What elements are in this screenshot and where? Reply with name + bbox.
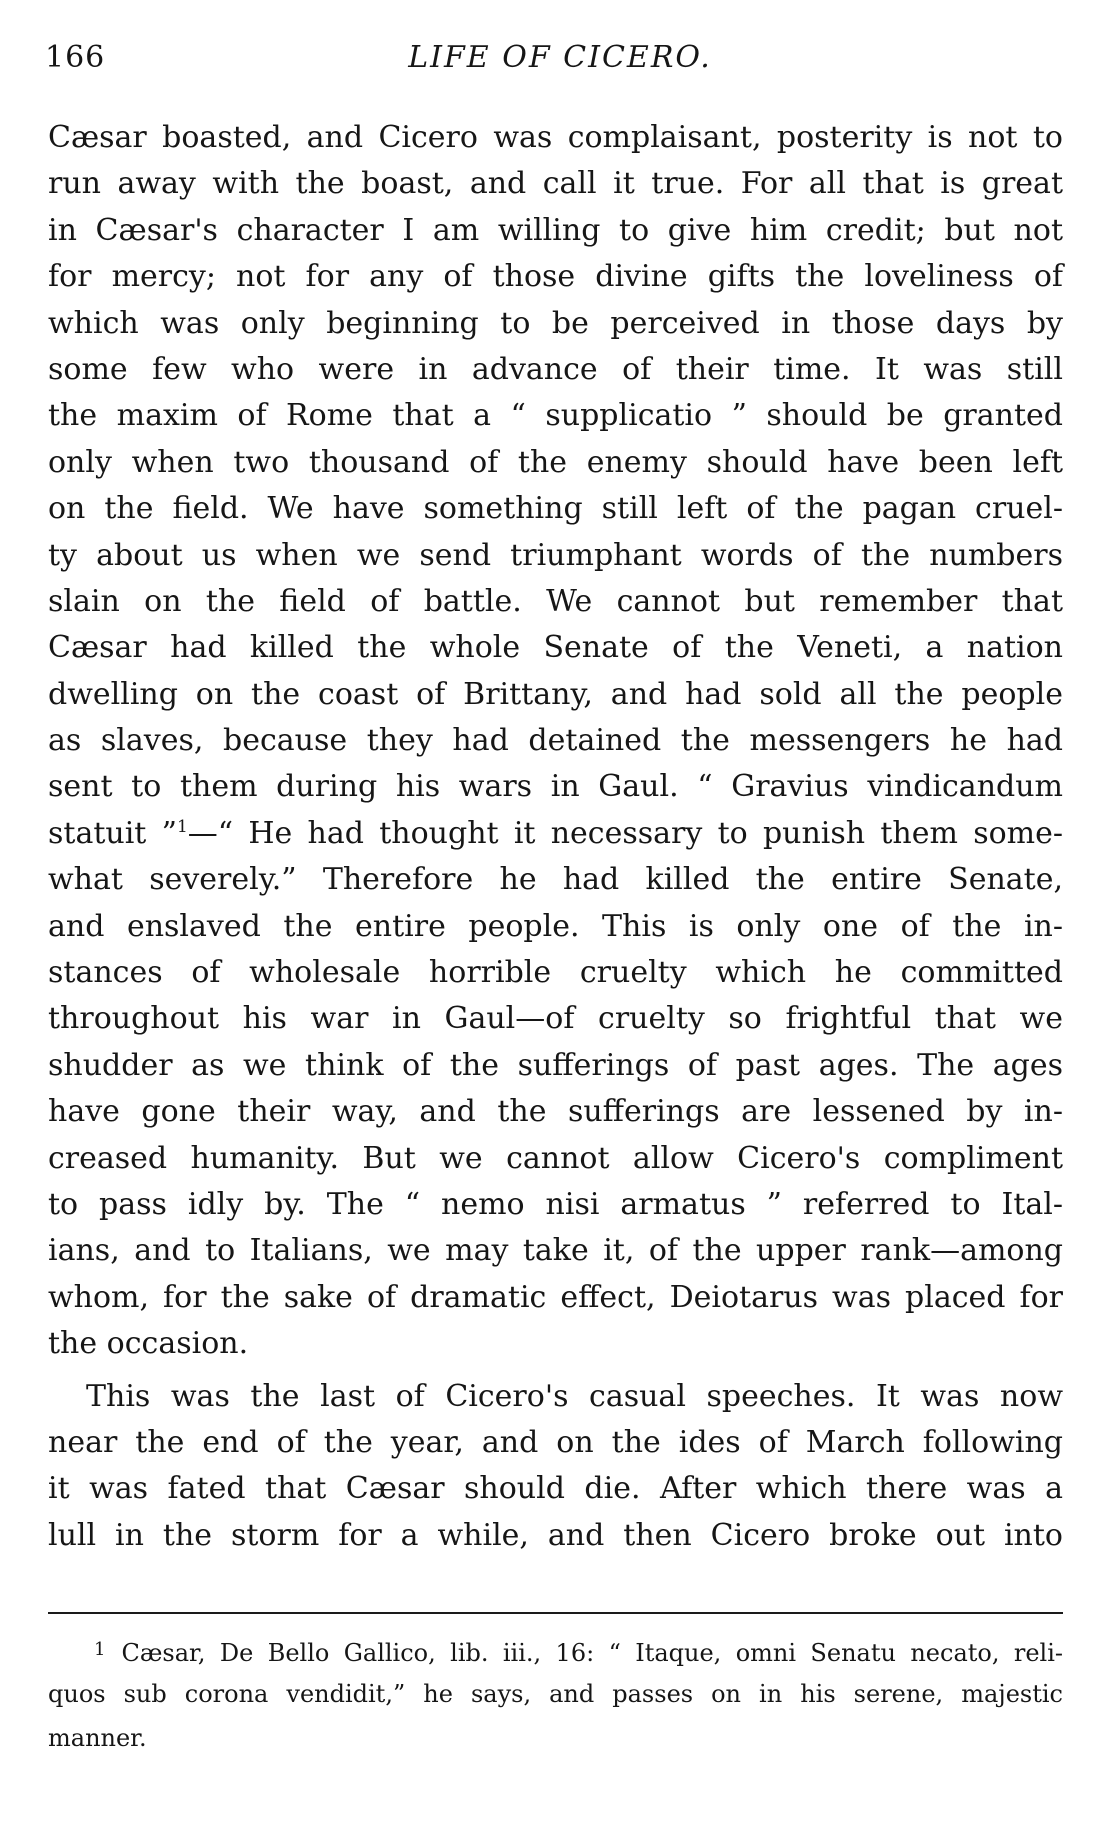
- line-segment: statuit ”: [48, 815, 177, 851]
- text-line: Cæsar boasted, and Cicero was complaisant, posterity is not to: [48, 120, 1063, 155]
- paragraph-1: [48, 115, 1063, 1368]
- text-line: dwelling on the coast of Brittany, and had sold all the people: [48, 676, 1063, 712]
- text-line: on the field. We have something still left of the pagan cruel-: [48, 491, 1063, 527]
- footnote-line: quos sub corona vendidit,” he says, and passes on in his serene, majestic: [48, 1680, 1063, 1708]
- text-line: the occasion.: [48, 1326, 249, 1362]
- text-line: it was fated that Cæsar should die. After which there was a: [48, 1471, 1063, 1507]
- page-header: [45, 40, 1075, 80]
- text-line: This was the last of Cicero's casual speeches. It was now: [86, 1378, 1063, 1414]
- text-line: slain on the field of battle. We cannot but remember that: [48, 583, 1063, 619]
- line-segment: —“ He had thought it necessary to punish them some-: [187, 815, 1063, 851]
- text-line: in Cæsar's character I am willing to give him credit; but not: [48, 212, 1063, 248]
- footnote-line: manner.: [48, 1724, 147, 1752]
- text-line: lull in the storm for a while, and then Cicero broke out into: [48, 1517, 1063, 1553]
- text-line: have gone their way, and the sufferings are lessened by in-: [48, 1094, 1063, 1130]
- text-line: shudder as we think of the sufferings of past ages. The ages: [48, 1047, 1063, 1083]
- footnote-marker: 1: [94, 1639, 106, 1660]
- text-line: which was only beginning to be perceived in those days by: [48, 305, 1063, 341]
- text-line: creased humanity. But we cannot allow Cicero's compliment: [48, 1140, 1063, 1176]
- text-line: as slaves, because they had detained the messengers he had: [48, 723, 1063, 759]
- text-line: throughout his war in Gaul—of cruelty so frightful that we: [48, 1001, 1063, 1037]
- footnote-separator: [48, 1612, 1063, 1614]
- text-line: only when two thousand of the enemy should have been left: [48, 444, 1063, 480]
- body-text: [48, 115, 1063, 1559]
- text-line: ty about us when we send triumphant words of the numbers: [48, 537, 1063, 573]
- running-title: LIFE OF CICERO.: [408, 40, 712, 75]
- text-line: what severely.” Therefore he had killed the entire Senate,: [48, 862, 1063, 898]
- text-line: sent to them during his wars in Gaul. “ Gravius vindicandum: [48, 769, 1063, 805]
- text-line: for mercy; not for any of those divine gifts the loveliness of: [48, 259, 1063, 295]
- text-line: stances of wholesale horrible cruelty which he committed: [48, 955, 1063, 991]
- text-line: to pass idly by. The “ nemo nisi armatus ” referred to Ital-: [48, 1186, 1063, 1222]
- footnote-reference[interactable]: 1: [176, 816, 188, 837]
- text-line: Cæsar had killed the whole Senate of the Veneti, a nation: [48, 630, 1063, 666]
- text-line: the maxim of Rome that a “ supplicatio ” should be granted: [48, 398, 1063, 434]
- text-line: some few who were in advance of their time. It was still: [48, 351, 1063, 387]
- paragraph-2: [48, 1374, 1063, 1560]
- text-line: run away with the boast, and call it true. For all that is great: [48, 166, 1063, 202]
- footnote-line: [48, 1628, 1063, 1672]
- text-line: ians, and to Italians, we may take it, of the upper rank—among: [48, 1233, 1063, 1269]
- text-line-with-footnote-ref: [48, 811, 1063, 857]
- text-line: near the end of the year, and on the ides of March following: [48, 1424, 1063, 1460]
- text-line: and enslaved the entire people. This is only one of the in-: [48, 908, 1063, 944]
- footnote-text: Cæsar, De Bello Gallico, lib. iii., 16: “ Itaque, omni Senatu necato, reli-: [121, 1639, 1063, 1667]
- footnote: [48, 1628, 1063, 1760]
- page-number: 166: [45, 40, 106, 75]
- text-line: whom, for the sake of dramatic effect, Deiotarus was placed for: [48, 1279, 1063, 1315]
